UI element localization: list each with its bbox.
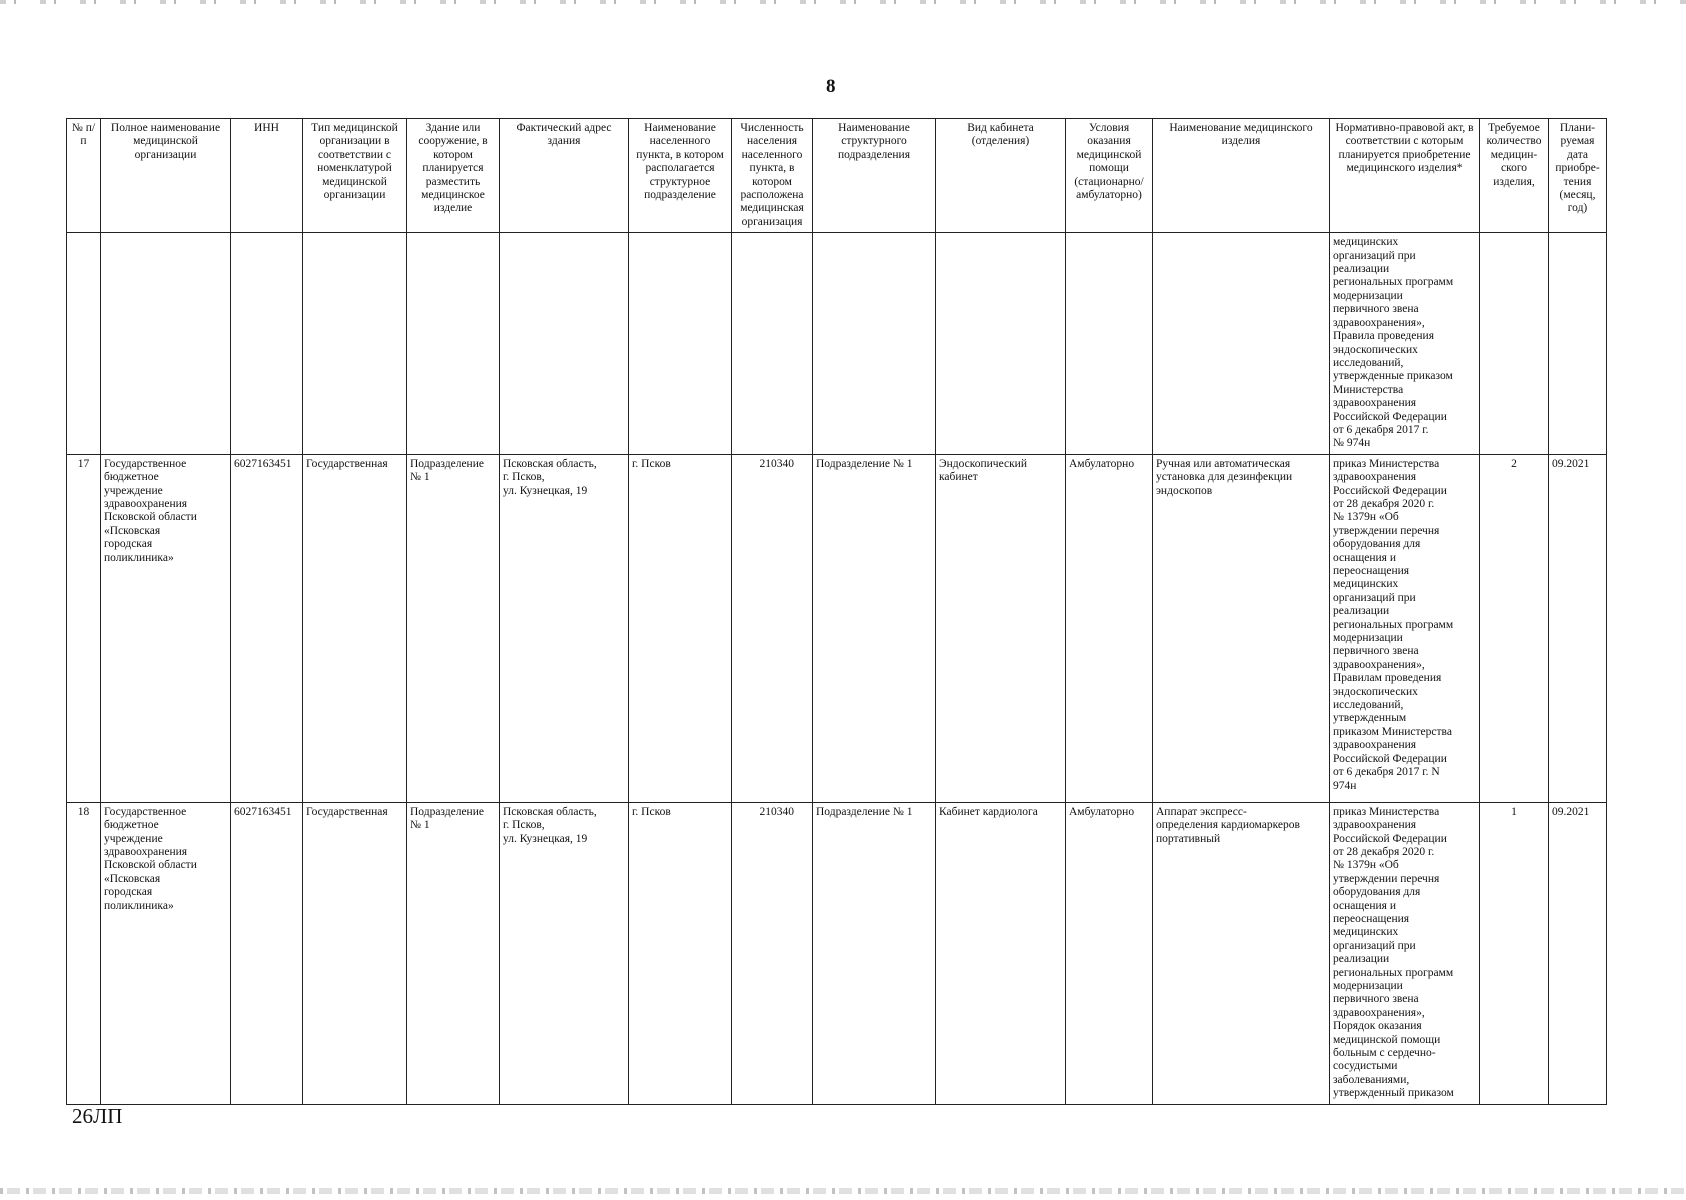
header-cell-inn: ИНН	[231, 119, 303, 233]
continuation-act-cell: медицинских организаций при реализации региональных программ модернизации первичного звена здравоохранения», Правила проведения эндоскопических исследований, утвержденные приказом Министерства здравоохранения Российской Федерации от 6 декабря 2017 г. № 974н	[1330, 233, 1480, 455]
row-device: Аппарат экспресс- определения кардиомаркеров портативный	[1153, 802, 1330, 1104]
row-num: 17	[67, 454, 101, 802]
row-type: Государственная	[303, 802, 407, 1104]
row-act: приказ Министерства здравоохранения Российской Федерации от 28 декабря 2020 г. № 1379н «Об утверждении перечня оборудования для оснащения и переоснащения медицинских организаций при реализации региональных программ модернизации первичного звена здравоохранения», Порядок оказания медицинской помощи больным с сердечно- сосудистыми заболеваниями, утвержденный приказом	[1330, 802, 1480, 1104]
row-address: Псковская область, г. Псков, ул. Кузнецкая, 19	[500, 802, 629, 1104]
header-cell-date: Плани-руемая дата приобре-тения (месяц, год)	[1549, 119, 1607, 233]
row-building: Подразделение № 1	[407, 454, 500, 802]
header-cell-act: Нормативно-правовой акт, в соответствии с которым планируется приобретение медицинского изделия*	[1330, 119, 1480, 233]
header-cell-org: Полное наименование медицинской организации	[101, 119, 231, 233]
row-date: 09.2021	[1549, 454, 1607, 802]
scan-edge-bottom	[0, 1188, 1686, 1194]
table-header-row	[67, 119, 1607, 233]
row-org: Государственное бюджетное учреждение здравоохранения Псковской области «Псковская городская поликлиника»	[101, 802, 231, 1104]
header-cell-building: Здание или сооружение, в котором планируется разместить медицинское изделие	[407, 119, 500, 233]
header-cell-device: Наименование медицинского изделия	[1153, 119, 1330, 233]
header-cell-unit: Наименование структурного подразделения	[813, 119, 936, 233]
row-inn: 6027163451	[231, 802, 303, 1104]
row-conditions: Амбулаторно	[1066, 454, 1153, 802]
row-population: 210340	[732, 802, 813, 1104]
scan-edge-top	[0, 0, 1686, 4]
row-org: Государственное бюджетное учреждение здравоохранения Псковской области «Псковская городская поликлиника»	[101, 454, 231, 802]
row-cabinet: Кабинет кардиолога	[936, 802, 1066, 1104]
equipment-table	[66, 118, 1607, 1105]
row-unit: Подразделение № 1	[813, 802, 936, 1104]
row-conditions: Амбулаторно	[1066, 802, 1153, 1104]
header-cell-qty: Требуемое количество медицин-ского изделия,	[1480, 119, 1549, 233]
table-row	[67, 454, 1607, 802]
header-cell-address: Фактический адрес здания	[500, 119, 629, 233]
header-cell-cabinet: Вид кабинета (отделения)	[936, 119, 1066, 233]
row-building: Подразделение № 1	[407, 802, 500, 1104]
table-row	[67, 802, 1607, 1104]
page-number: 8	[826, 76, 836, 97]
row-date: 09.2021	[1549, 802, 1607, 1104]
row-inn: 6027163451	[231, 454, 303, 802]
row-cabinet: Эндоскопический кабинет	[936, 454, 1066, 802]
row-locality: г. Псков	[629, 454, 732, 802]
header-cell-population: Численность населения населенного пункта, в котором расположена медицинская организация	[732, 119, 813, 233]
header-cell-conditions: Условия оказания медицинской помощи (стационарно/ амбулаторно)	[1066, 119, 1153, 233]
row-locality: г. Псков	[629, 802, 732, 1104]
header-cell-locality: Наименование населенного пункта, в котором располагается структурное подразделение	[629, 119, 732, 233]
row-qty: 2	[1480, 454, 1549, 802]
row-unit: Подразделение № 1	[813, 454, 936, 802]
row-num: 18	[67, 802, 101, 1104]
header-cell-type: Тип медицинской организации в соответствии с номенклатурой медицинской организации	[303, 119, 407, 233]
row-population: 210340	[732, 454, 813, 802]
row-qty: 1	[1480, 802, 1549, 1104]
row-act: приказ Министерства здравоохранения Российской Федерации от 28 декабря 2020 г. № 1379н «Об утверждении перечня оборудования для оснащения и переоснащения медицинских организаций при реализации региональных программ модернизации первичного звена здравоохранения», Правилам проведения эндоскопических исследований, утвержденным приказом Министерства здравоохранения Российской Федерации от 6 декабря 2017 г. N 974н	[1330, 454, 1480, 802]
row-type: Государственная	[303, 454, 407, 802]
document-code: 26ЛП	[72, 1104, 123, 1128]
row-address: Псковская область, г. Псков, ул. Кузнецкая, 19	[500, 454, 629, 802]
table-row-continuation	[67, 233, 1607, 455]
row-device: Ручная или автоматическая установка для дезинфекции эндоскопов	[1153, 454, 1330, 802]
header-cell-num: № п/п	[67, 119, 101, 233]
